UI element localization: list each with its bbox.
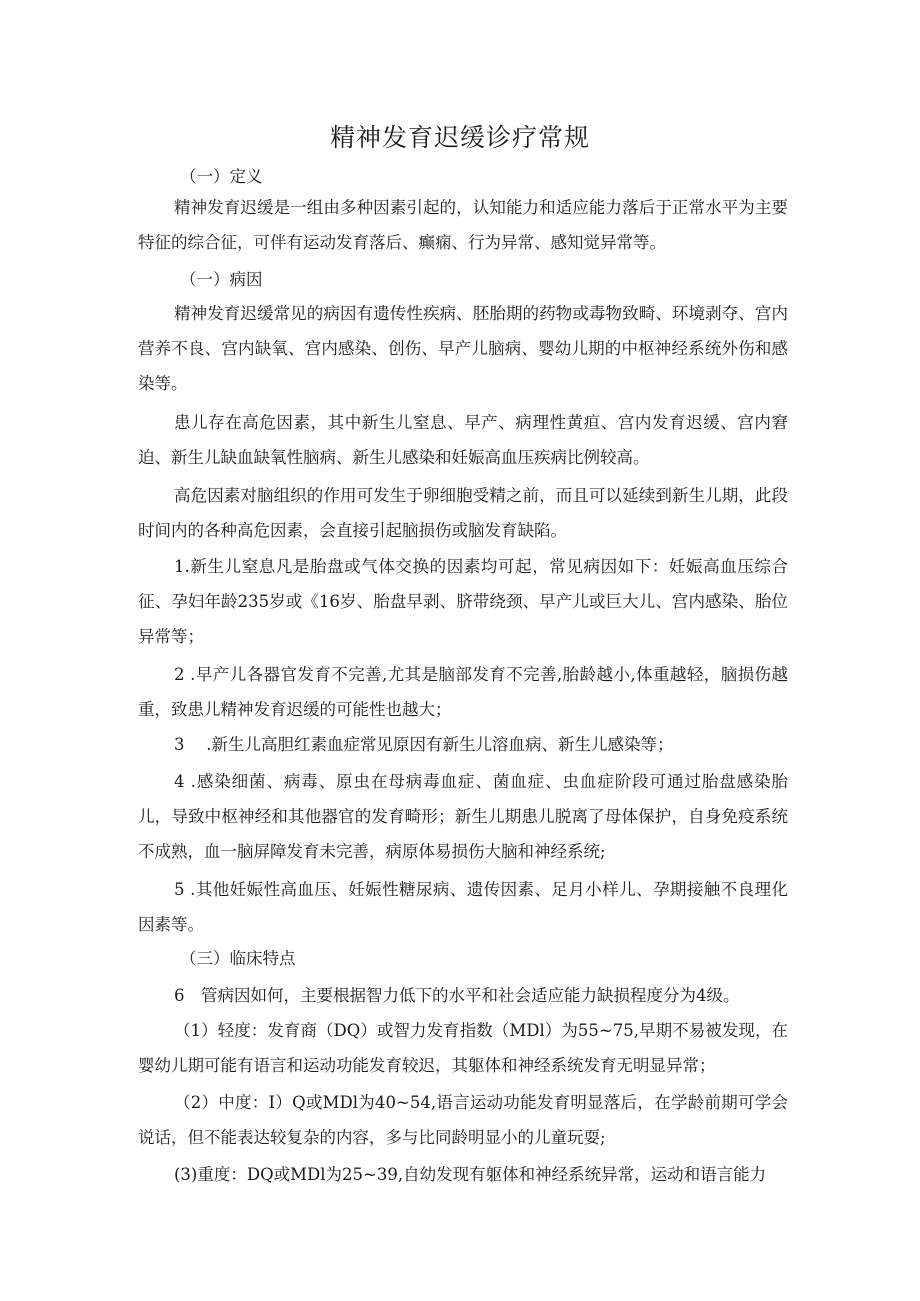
grade-mild: （1）轻度：发育商（DQ）或智力发育指数（MDl）为55~75,早期不易被发现，在婴幼儿期可能有语言和运动功能发育较迟，其躯体和神经系统发育无明显异常； (138, 1021, 788, 1075)
definition-paragraph: 精神发育迟缓是一组由多种因素引起的，认知能力和适应能力落后于正常水平为主要特征的综合征，可伴有运动发育落后、癫痫、行为异常、感知觉异常等。 (138, 198, 788, 252)
etiology-paragraph-1: 精神发育迟缓常见的病因有遗传性疾病、胚胎期的药物或毒物致畸、环境剥夺、宫内营养不良、宫内缺氧、宫内感染、创伤、早产儿脑病、婴幼儿期的中枢神经系统外伤和感染等。 (138, 304, 788, 393)
clinical-intro: 6 管病因如何，主要根据智力低下的水平和社会适应能力缺损程度分为4级。 (174, 986, 740, 1005)
list-item-5: 5 .其他妊娠性高血压、妊娠性糖尿病、遗传因素、足月小样儿、孕期接触不良理化因素等。 (138, 880, 788, 934)
list-item-3: 3 .新生儿高胆红素血症常见原因有新生儿溶血病、新生儿感染等； (174, 735, 674, 754)
list-item-1: 1.新生儿窒息凡是胎盘或气体交换的因素均可起，常见病因如下：妊娠高血压综合征、孕妇年龄235岁或《16岁、胎盘早剥、脐带绕颈、早产儿或巨大儿、宫内感染、胎位异常等； (138, 557, 788, 646)
grade-moderate: （2）中度：I）Q或MDl为40~54,语言运动功能发育明显落后，在学龄前期可学会说话，但不能表达较复杂的内容，多与比同龄明显小的儿童玩耍; (138, 1093, 788, 1147)
etiology-paragraph-2: 患儿存在高危因素，其中新生儿窒息、早产、病理性黄疸、宫内发育迟缓、宫内窘迫、新生儿缺血缺氧性脑病、新生儿感染和妊娠高血压疾病比例较高。 (138, 413, 788, 467)
list-item-4: 4 .感染细菌、病毒、原虫在母病毒血症、菌血症、虫血症阶段可通过胎盘感染胎儿，导致中枢神经和其他器官的发育畸形；新生儿期患儿脱离了母体保护，自身免疫系统不成熟，血一脑屏障发育未完善，病原体易损伤大脑和神经系统; (138, 772, 788, 861)
section-heading-clinical: （三）临床特点 (180, 949, 296, 968)
list-item-2: 2 .早产儿各器官发育不完善,尤其是脑部发育不完善,胎龄越小,体重越轻，脑损伤越重，致患儿精神发育迟缓的可能性也越大； (138, 665, 788, 719)
document-title: 精神发育迟缓诊疗常规 (329, 123, 590, 152)
etiology-paragraph-3: 高危因素对脑组织的作用可发生于卵细胞受精之前，而且可以延续到新生儿期，此段时间内的各种高危因素，会直接引起脑损伤或脑发育缺陷。 (138, 486, 788, 540)
grade-severe: (3)重度：DQ或MDl为25~39,自幼发现有躯体和神经系统异常，运动和语言能力 (174, 1165, 767, 1184)
section-heading-etiology: （一）病因 (180, 270, 263, 289)
section-heading-definition: （一）定义 (180, 167, 263, 186)
